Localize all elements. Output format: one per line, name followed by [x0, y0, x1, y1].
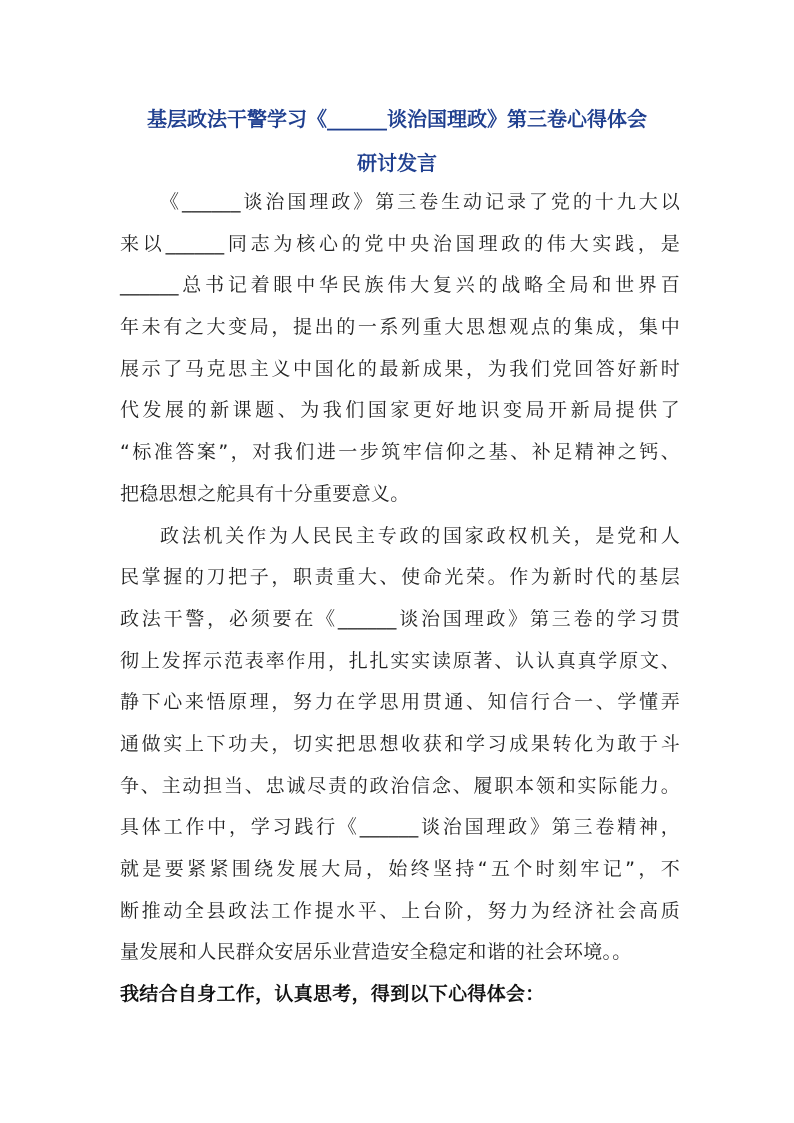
document-subtitle: 研讨发言	[357, 151, 437, 175]
text-line: 具体工作中，学习践行《______谈治国理政》第三卷精神，	[120, 816, 680, 839]
closing-line: 我结合自身工作，认真思考，得到以下心得体会：	[120, 983, 545, 1006]
text-line: 把稳思想之舵具有十分重要意义。	[120, 482, 410, 505]
text-line: 年未有之大变局，提出的一系列重大思想观点的集成，集中	[120, 316, 680, 339]
text-line: 展示了马克思主义中国化的最新成果，为我们党回答好新时	[120, 357, 680, 380]
text-line: ______总书记着眼中华民族伟大复兴的战略全局和世界百	[120, 274, 680, 297]
text-line: 静下心来悟原理，努力在学思用贯通、知信行合一、学懂弄	[120, 691, 680, 714]
text-line: 来以______同志为核心的党中央治国理政的伟大实践，是	[120, 232, 680, 255]
text-line: 通做实上下功夫，切实把思想收获和学习成果转化为敢于斗	[120, 732, 680, 755]
text-line: 政法机关作为人民民主专政的国家政权机关，是党和人	[160, 524, 680, 547]
text-line: 争、主动担当、忠诚尽责的政治信念、履职本领和实际能力。	[120, 774, 680, 797]
document-body	[120, 182, 680, 1016]
text-line: 彻上发挥示范表率作用，扎扎实实读原著、认认真真学原文、	[120, 649, 680, 672]
text-line: 代发展的新课题、为我们国家更好地识变局开新局提供了	[120, 399, 680, 422]
text-line: 民掌握的刀把子，职责重大、使命光荣。作为新时代的基层	[120, 566, 680, 589]
text-line: 政法干警，必须要在《______谈治国理政》第三卷的学习贯	[120, 607, 680, 630]
text-line: 就是要紧紧围绕发展大局，始终坚持“五个时刻牢记”，不	[120, 858, 680, 880]
document-title: 基层政法干警学习《______谈治国理政》第三卷心得体会	[147, 107, 647, 131]
text-line: 断推动全县政法工作提水平、上台阶，努力为经济社会高质	[120, 899, 680, 922]
paragraph-2	[120, 516, 680, 975]
text-line: 《______谈治国理政》第三卷生动记录了党的十九大以	[160, 191, 680, 213]
text-line: “标准答案”，对我们进一步筑牢信仰之基、补足精神之钙、	[120, 441, 680, 464]
text-line: 量发展和人民群众安居乐业营造安全稳定和谐的社会环境。。	[120, 941, 632, 964]
paragraph-1	[120, 182, 680, 516]
